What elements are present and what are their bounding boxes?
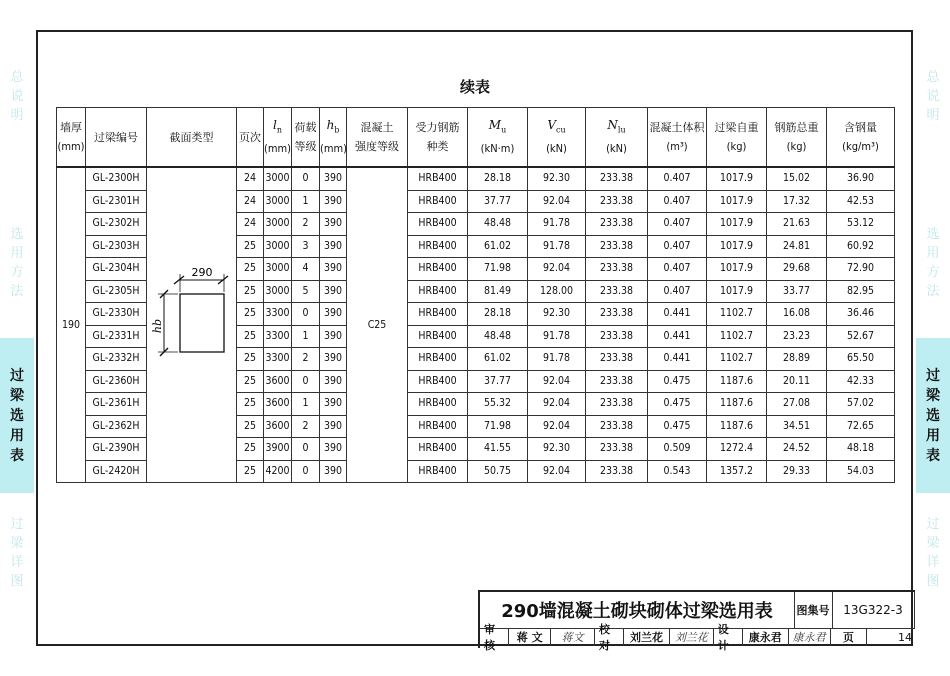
nlu-cell: 233.38 — [586, 280, 648, 303]
beam-no-cell: GL-2331H — [86, 325, 147, 348]
rebar-cell: HRB400 — [408, 370, 468, 393]
ln-cell: 3000 — [264, 167, 292, 190]
vu-cell: 92.04 — [528, 258, 586, 281]
designer-name: 康永君 — [743, 628, 789, 646]
vu-cell: 128.00 — [528, 280, 586, 303]
vu-cell: 92.30 — [528, 438, 586, 461]
side-tab-char: 选 — [10, 407, 24, 424]
beam-no-cell: GL-2303H — [86, 235, 147, 258]
weight-cell: 1017.9 — [707, 235, 767, 258]
nlu-cell: 233.38 — [586, 348, 648, 371]
header-section: 截面类型 — [147, 108, 237, 168]
beam-no-cell: GL-2420H — [86, 460, 147, 483]
mu-cell: 37.77 — [468, 370, 528, 393]
volume-cell: 0.407 — [648, 258, 707, 281]
volume-cell: 0.407 — [648, 213, 707, 236]
nlu-cell: 233.38 — [586, 460, 648, 483]
nlu-cell: 233.38 — [586, 213, 648, 236]
rebar-cell: HRB400 — [408, 258, 468, 281]
ln-cell: 3300 — [264, 303, 292, 326]
mu-cell: 48.48 — [468, 325, 528, 348]
page-number: 14 — [898, 630, 913, 644]
side-tab-char: 法 — [926, 284, 940, 299]
steel-total-cell: 24.81 — [767, 235, 827, 258]
steel-ratio-cell: 72.65 — [827, 415, 895, 438]
side-tab-char: 用 — [10, 427, 24, 444]
nlu-cell: 233.38 — [586, 258, 648, 281]
mu-cell: 81.49 — [468, 280, 528, 303]
check-label: 校对 — [595, 628, 624, 646]
weight-cell: 1187.6 — [707, 393, 767, 416]
volume-cell: 0.509 — [648, 438, 707, 461]
vu-cell: 91.78 — [528, 325, 586, 348]
side-tab-3[interactable] — [916, 503, 950, 603]
ln-cell: 3900 — [264, 438, 292, 461]
side-tab-char: 过 — [10, 517, 24, 532]
side-tab-1[interactable] — [916, 188, 950, 338]
load-cell: 1 — [292, 325, 320, 348]
review-label: 审核 — [480, 628, 509, 646]
header-mu: $M_u$ (kN·m) — [468, 108, 528, 168]
weight-cell: 1017.9 — [707, 280, 767, 303]
side-tab-char: 选 — [10, 227, 24, 242]
beam-no-cell: GL-2360H — [86, 370, 147, 393]
steel-ratio-cell: 65.50 — [827, 348, 895, 371]
header-weight: 过梁自重 (kg) — [707, 108, 767, 168]
steel-ratio-cell: 60.92 — [827, 235, 895, 258]
steel-total-cell: 20.11 — [767, 370, 827, 393]
atlas-label: 图集号 — [794, 592, 833, 629]
vu-cell: 92.04 — [528, 190, 586, 213]
page-cell: 25 — [237, 370, 264, 393]
beam-no-cell: GL-2332H — [86, 348, 147, 371]
side-tab-char: 详 — [926, 555, 940, 570]
page-cell: 25 — [237, 235, 264, 258]
title-block — [478, 590, 915, 652]
side-tab-2[interactable] — [0, 338, 34, 493]
page-cell: 25 — [237, 393, 264, 416]
hb-cell: 390 — [320, 190, 347, 213]
side-tab-char: 过 — [926, 517, 940, 532]
page-cell: 25 — [237, 303, 264, 326]
beam-no-cell: GL-2302H — [86, 213, 147, 236]
steel-ratio-cell: 57.02 — [827, 393, 895, 416]
ln-cell: 3300 — [264, 325, 292, 348]
nlu-cell: 233.38 — [586, 235, 648, 258]
hb-cell: 390 — [320, 213, 347, 236]
weight-cell: 1102.7 — [707, 303, 767, 326]
steel-total-cell: 27.08 — [767, 393, 827, 416]
side-tab-char: 方 — [926, 265, 940, 280]
header-load: 荷载 等级 — [292, 108, 320, 168]
side-tab-char: 选 — [926, 227, 940, 242]
mu-cell: 71.98 — [468, 258, 528, 281]
steel-total-cell: 29.68 — [767, 258, 827, 281]
weight-cell: 1017.9 — [707, 258, 767, 281]
side-tab-char: 过 — [10, 367, 24, 384]
side-tab-char: 梁 — [10, 387, 24, 404]
side-tab-3[interactable] — [0, 503, 34, 603]
side-tab-char: 用 — [10, 246, 24, 261]
steel-ratio-cell: 72.90 — [827, 258, 895, 281]
mu-cell: 61.02 — [468, 235, 528, 258]
ln-cell: 3600 — [264, 415, 292, 438]
steel-ratio-cell: 52.67 — [827, 325, 895, 348]
ln-cell: 3600 — [264, 393, 292, 416]
header-steel-total: 钢筋总重 (kg) — [767, 108, 827, 168]
atlas-number: 13G322-3 — [832, 592, 915, 629]
side-tab-char: 总 — [10, 69, 24, 85]
page-cell: 25 — [237, 438, 264, 461]
header-nlu: $N_{lu}$ (kN) — [586, 108, 648, 168]
load-cell: 5 — [292, 280, 320, 303]
rebar-cell: HRB400 — [408, 460, 468, 483]
beam-no-cell: GL-2361H — [86, 393, 147, 416]
weight-cell: 1017.9 — [707, 190, 767, 213]
vu-cell: 92.04 — [528, 370, 586, 393]
load-cell: 2 — [292, 213, 320, 236]
weight-cell: 1017.9 — [707, 167, 767, 190]
signature-row — [480, 623, 943, 652]
mu-cell: 50.75 — [468, 460, 528, 483]
hb-cell: 390 — [320, 460, 347, 483]
volume-cell: 0.475 — [648, 393, 707, 416]
vu-cell: 92.30 — [528, 303, 586, 326]
side-tab-char: 用 — [926, 427, 940, 444]
header-steel-ratio: 含钢量 (kg/m³) — [827, 108, 895, 168]
steel-total-cell: 21.63 — [767, 213, 827, 236]
load-cell: 0 — [292, 167, 320, 190]
volume-cell: 0.441 — [648, 303, 707, 326]
hb-cell: 390 — [320, 167, 347, 190]
section-rect — [180, 294, 224, 352]
side-tab-char: 方 — [10, 265, 24, 280]
side-tab-char: 梁 — [10, 536, 24, 551]
mu-cell: 55.32 — [468, 393, 528, 416]
steel-ratio-cell: 42.53 — [827, 190, 895, 213]
header-concrete: 混凝土 强度等级 — [347, 108, 408, 168]
page-cell: 25 — [237, 258, 264, 281]
steel-total-cell: 33.77 — [767, 280, 827, 303]
volume-cell: 0.407 — [648, 190, 707, 213]
hb-cell: 390 — [320, 370, 347, 393]
ln-cell: 3000 — [264, 258, 292, 281]
nlu-cell: 233.38 — [586, 303, 648, 326]
volume-cell: 0.407 — [648, 235, 707, 258]
side-tab-char: 明 — [926, 107, 940, 123]
page-cell: 25 — [237, 348, 264, 371]
load-cell: 2 — [292, 348, 320, 371]
height-label: hb — [151, 318, 164, 334]
steel-ratio-cell: 54.03 — [827, 460, 895, 483]
steel-total-cell: 23.23 — [767, 325, 827, 348]
side-tab-char: 选 — [926, 407, 940, 424]
wall-thickness-cell: 190 — [57, 167, 86, 483]
vu-cell: 91.78 — [528, 235, 586, 258]
page-label: 页 — [831, 628, 868, 646]
weight-cell: 1102.7 — [707, 348, 767, 371]
reviewer-name: 蒋 文 — [509, 628, 551, 646]
volume-cell: 0.441 — [648, 325, 707, 348]
rebar-cell: HRB400 — [408, 280, 468, 303]
header-vu: $V_{cu}$ (kN) — [528, 108, 586, 168]
nlu-cell: 233.38 — [586, 190, 648, 213]
load-cell: 2 — [292, 415, 320, 438]
mu-cell: 41.55 — [468, 438, 528, 461]
rebar-cell: HRB400 — [408, 393, 468, 416]
volume-cell: 0.475 — [648, 415, 707, 438]
hb-cell: 390 — [320, 235, 347, 258]
vu-cell: 92.04 — [528, 460, 586, 483]
steel-ratio-cell: 48.18 — [827, 438, 895, 461]
beam-no-cell: GL-2390H — [86, 438, 147, 461]
side-tab-char: 详 — [10, 555, 24, 570]
steel-total-cell: 29.33 — [767, 460, 827, 483]
header-rebar: 受力钢筋 种类 — [408, 108, 468, 168]
steel-ratio-cell: 82.95 — [827, 280, 895, 303]
hb-cell: 390 — [320, 393, 347, 416]
nlu-cell: 233.38 — [586, 167, 648, 190]
ln-cell: 4200 — [264, 460, 292, 483]
rebar-cell: HRB400 — [408, 213, 468, 236]
page-cell: 25 — [237, 460, 264, 483]
vu-cell: 91.78 — [528, 348, 586, 371]
header-ln: $l_n$ (mm) — [264, 108, 292, 168]
beam-no-cell: GL-2300H — [86, 167, 147, 190]
steel-ratio-cell: 36.90 — [827, 167, 895, 190]
reviewer-signature: 蒋文 — [551, 628, 595, 646]
vu-cell: 91.78 — [528, 213, 586, 236]
steel-total-cell: 34.51 — [767, 415, 827, 438]
steel-ratio-cell: 36.46 — [827, 303, 895, 326]
drawing-title: 290墙混凝土砌块砌体过梁选用表 — [480, 592, 795, 629]
header-row — [57, 108, 895, 168]
vu-cell: 92.04 — [528, 415, 586, 438]
load-cell: 0 — [292, 438, 320, 461]
mu-cell: 48.48 — [468, 213, 528, 236]
rebar-cell: HRB400 — [408, 190, 468, 213]
ln-cell: 3000 — [264, 213, 292, 236]
hb-cell: 390 — [320, 258, 347, 281]
ln-cell: 3000 — [264, 280, 292, 303]
steel-total-cell: 16.08 — [767, 303, 827, 326]
ln-cell: 3000 — [264, 190, 292, 213]
nlu-cell: 233.38 — [586, 325, 648, 348]
load-cell: 0 — [292, 460, 320, 483]
load-cell: 0 — [292, 303, 320, 326]
rebar-cell: HRB400 — [408, 415, 468, 438]
steel-total-cell: 28.89 — [767, 348, 827, 371]
side-tab-char: 表 — [10, 447, 24, 464]
rebar-cell: HRB400 — [408, 348, 468, 371]
volume-cell: 0.407 — [648, 167, 707, 190]
weight-cell: 1272.4 — [707, 438, 767, 461]
steel-total-cell: 15.02 — [767, 167, 827, 190]
side-tab-char: 用 — [926, 246, 940, 261]
load-cell: 4 — [292, 258, 320, 281]
load-cell: 3 — [292, 235, 320, 258]
volume-cell: 0.475 — [648, 370, 707, 393]
side-tab-char: 梁 — [926, 536, 940, 551]
nlu-cell: 233.38 — [586, 415, 648, 438]
page-cell: 25 — [237, 325, 264, 348]
table-row — [57, 167, 895, 190]
section-diagram — [150, 262, 250, 362]
ln-cell: 3300 — [264, 348, 292, 371]
beam-no-cell: GL-2305H — [86, 280, 147, 303]
page-cell: 25 — [237, 280, 264, 303]
header-beam-no: 过梁编号 — [86, 108, 147, 168]
side-tab-char: 过 — [926, 367, 940, 384]
rebar-cell: HRB400 — [408, 325, 468, 348]
width-label: 290 — [191, 266, 213, 279]
header-volume: 混凝土体积 (m³) — [648, 108, 707, 168]
concrete-grade-cell: C25 — [347, 167, 408, 483]
header-page: 页次 — [237, 108, 264, 168]
weight-cell: 1357.2 — [707, 460, 767, 483]
side-tab-char: 图 — [10, 574, 24, 589]
weight-cell: 1102.7 — [707, 325, 767, 348]
side-tab-char: 明 — [10, 107, 24, 123]
rebar-cell: HRB400 — [408, 235, 468, 258]
mu-cell: 61.02 — [468, 348, 528, 371]
steel-ratio-cell: 53.12 — [827, 213, 895, 236]
side-tab-1[interactable] — [0, 188, 34, 338]
hb-cell: 390 — [320, 415, 347, 438]
weight-cell: 1187.6 — [707, 415, 767, 438]
hb-cell: 390 — [320, 438, 347, 461]
beam-no-cell: GL-2362H — [86, 415, 147, 438]
hb-cell: 390 — [320, 303, 347, 326]
side-tab-char: 图 — [926, 574, 940, 589]
side-tab-2[interactable] — [916, 338, 950, 493]
nlu-cell: 233.38 — [586, 393, 648, 416]
vu-cell: 92.30 — [528, 167, 586, 190]
hb-cell: 390 — [320, 280, 347, 303]
designer-signature: 康永君 — [789, 628, 831, 646]
rebar-cell: HRB400 — [408, 167, 468, 190]
weight-cell: 1017.9 — [707, 213, 767, 236]
ln-cell: 3000 — [264, 235, 292, 258]
rebar-cell: HRB400 — [408, 438, 468, 461]
nlu-cell: 233.38 — [586, 438, 648, 461]
side-tab-char: 说 — [10, 88, 24, 104]
page-cell: 25 — [237, 415, 264, 438]
volume-cell: 0.407 — [648, 280, 707, 303]
mu-cell: 28.18 — [468, 167, 528, 190]
beam-no-cell: GL-2330H — [86, 303, 147, 326]
load-cell: 1 — [292, 190, 320, 213]
mu-cell: 37.77 — [468, 190, 528, 213]
weight-cell: 1187.6 — [707, 370, 767, 393]
hb-cell: 390 — [320, 325, 347, 348]
beam-no-cell: GL-2301H — [86, 190, 147, 213]
ln-cell: 3600 — [264, 370, 292, 393]
vu-cell: 92.04 — [528, 393, 586, 416]
steel-ratio-cell: 42.33 — [827, 370, 895, 393]
checker-name: 刘兰花 — [624, 628, 670, 646]
rebar-cell: HRB400 — [408, 303, 468, 326]
mu-cell: 28.18 — [468, 303, 528, 326]
load-cell: 0 — [292, 370, 320, 393]
mu-cell: 71.98 — [468, 415, 528, 438]
checker-signature: 刘兰花 — [670, 628, 714, 646]
beam-no-cell: GL-2304H — [86, 258, 147, 281]
header-hb: $h_b$ (mm) — [320, 108, 347, 168]
side-tab-char: 总 — [926, 69, 940, 85]
steel-total-cell: 17.32 — [767, 190, 827, 213]
volume-cell: 0.543 — [648, 460, 707, 483]
page-cell: 24 — [237, 167, 264, 190]
side-tab-char: 表 — [926, 447, 940, 464]
side-tab-char: 梁 — [926, 387, 940, 404]
page-cell: 24 — [237, 213, 264, 236]
page-cell: 24 — [237, 190, 264, 213]
hb-cell: 390 — [320, 348, 347, 371]
side-tab-char: 法 — [10, 284, 24, 299]
table-title: 续表 — [459, 78, 490, 96]
design-label: 设计 — [714, 628, 743, 646]
nlu-cell: 233.38 — [586, 370, 648, 393]
load-cell: 1 — [292, 393, 320, 416]
volume-cell: 0.441 — [648, 348, 707, 371]
header-wall: 墙厚 (mm) — [57, 108, 86, 168]
steel-total-cell: 24.52 — [767, 438, 827, 461]
side-tab-char: 说 — [926, 88, 940, 104]
